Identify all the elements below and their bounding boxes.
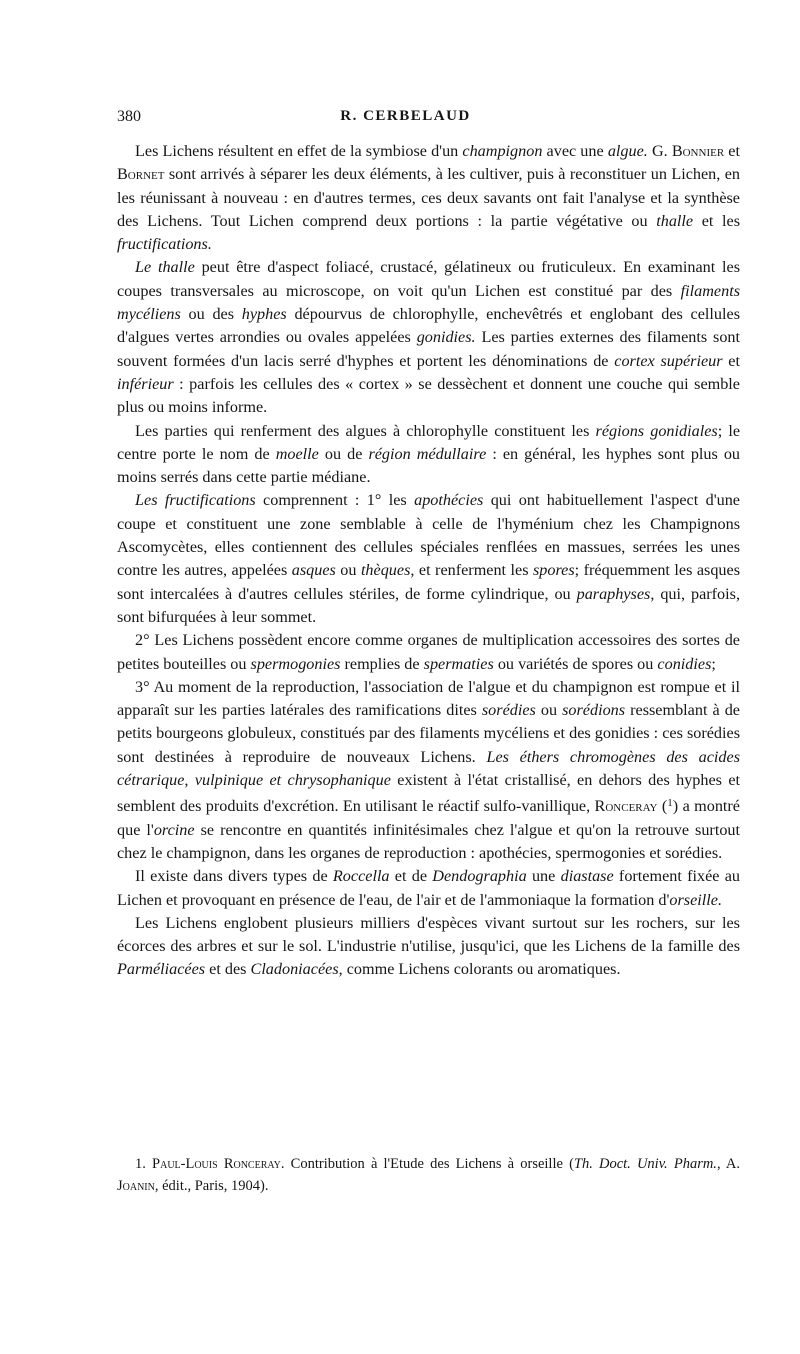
text-span: Les Lichens résultent en effet de la symbiose d'un <box>135 142 463 160</box>
italic-span: thèques <box>360 561 411 580</box>
author-name: Ronceray <box>594 797 658 816</box>
text-span: avec une <box>542 142 608 160</box>
italic-span: sorédions <box>562 701 626 720</box>
text-span: et <box>724 142 740 160</box>
italic-span: conidies <box>657 654 712 673</box>
text-span: comprennent : 1° les <box>255 491 415 510</box>
footnote <box>117 1153 740 1197</box>
text-span: , édit., Paris, 1904). <box>154 1178 269 1194</box>
text-span: et <box>722 351 740 370</box>
text-span: ; <box>711 654 716 673</box>
italic-span: hyphes <box>241 305 287 324</box>
text-span: remplies de <box>340 654 424 673</box>
italic-span: apothécies <box>414 491 484 510</box>
running-header <box>117 108 694 130</box>
italic-span: asques <box>291 561 336 580</box>
footnote-marker: 1 <box>667 797 673 810</box>
italic-span: fructifications. <box>117 235 212 254</box>
italic-span: spores <box>532 561 575 580</box>
body-text <box>117 140 740 982</box>
text-span: ; fréquemment les asques sont intercalées à d'autres cellules stériles, de forme cylindrique, ou <box>117 561 740 603</box>
italic-span: filaments mycéliens <box>117 281 740 324</box>
running-title: R. CERBELAUD <box>340 108 471 124</box>
text-span: et les <box>693 211 740 230</box>
italic-span: champignon <box>462 142 543 160</box>
italic-span: spermaties <box>423 654 494 673</box>
author-name: Bonnier <box>671 142 725 160</box>
paragraph-species <box>117 912 740 982</box>
text-span: 3° Au moment de la reproduction, l'association de l'algue et du champignon est rompue et il apparaît sur les parties latérales des ramifications dites <box>117 677 740 720</box>
paragraph-fructifications <box>117 489 740 629</box>
text-span: Les parties externes des filaments sont souvent formées d'un lacis serré d'hyphes et portent les dénominations de <box>117 328 741 370</box>
text-span: ou <box>335 561 361 580</box>
italic-span: Les fructifications <box>135 491 256 510</box>
text-span: Il existe dans divers types de <box>135 867 333 886</box>
paragraph-gonidial-regions <box>117 420 740 490</box>
text-span: existent à l'état cristallisé, en dehors des hyphes et semblent des produits d'excrétion. En utilisant le réactif sulfo-vanillique, <box>117 771 740 816</box>
text-span: G. <box>647 142 672 160</box>
text-span: fortement fixée au Lichen et provoquant en présence de l'eau, de l'air et de l'ammoniaque la formation d' <box>117 867 741 909</box>
paragraph-spermogonies <box>117 629 740 676</box>
text-span: ou des <box>180 305 242 324</box>
italic-span: algue. <box>607 142 648 160</box>
text-span: : parfois les cellules des « cortex » se dessèchent et donnent une couche qui semble plus ou moins informe. <box>117 374 740 417</box>
text-span: se rencontre en quantités infinitésimales chez l'algue et qu'on la retrouve surtout chez le champignon, dans les organes de reproduction : apothécies, spermogonies et sorédies. <box>117 820 741 862</box>
text-span: ; le centre porte le nom de <box>117 421 741 463</box>
text-span: ou variétés de spores ou <box>493 654 658 673</box>
footnote-text <box>117 1153 740 1197</box>
italic-span: Le thalle <box>135 258 195 277</box>
text-span: , et renferment les <box>410 561 533 580</box>
italic-span: Roccella <box>332 867 390 886</box>
paragraph-diastase <box>117 865 740 912</box>
italic-span: moelle <box>275 444 319 463</box>
text-span: ressemblant à de petits bourgeons globuleux, constitués par des filaments mycéliens et des gonidies : ces sorédies sont destinées à reproduire de nouveaux Lichens. <box>117 701 740 766</box>
author-name: Paul-Louis Ronceray <box>152 1156 281 1172</box>
text-span: : en général, les hyphes sont plus ou moins serrés dans cette partie médiane. <box>117 444 741 487</box>
italic-span: régions gonidiales <box>595 421 718 440</box>
text-span: Les parties qui renferment des algues à chlorophylle constituent les <box>135 421 596 440</box>
italic-span: Cladoniacées <box>250 960 339 979</box>
italic-span: inférieur <box>117 374 174 393</box>
italic-span: orseille. <box>669 890 722 909</box>
italic-span: cortex supérieur <box>614 351 723 370</box>
text-span: dépourvus de chlorophylle, enchevêtrés et englobant des cellules d'algues vertes arrondies ou ovales appelées <box>117 305 740 347</box>
author-name: Bornet <box>117 165 165 184</box>
text-span: et de <box>389 867 433 886</box>
text-span: ou de <box>318 444 369 463</box>
text-span: une <box>526 867 561 886</box>
text-span: 1. <box>135 1156 153 1172</box>
text-span: Les Lichens englobent plusieurs milliers d'espèces vivant surtout sur les rochers, sur les écorces des arbres et sur le sol. L'industrie n'utilise, jusqu'ici, que les Lichens de la famille des <box>117 913 740 956</box>
italic-span: orcine <box>153 820 195 839</box>
author-name: Joanin <box>117 1178 155 1194</box>
italic-span: Dendographia <box>432 867 527 886</box>
text-span: , A. <box>716 1156 741 1172</box>
text-span: . Contribution à l'Etude des Lichens à orseille ( <box>280 1156 574 1172</box>
italic-span: Parméliacées <box>117 960 206 979</box>
italic-span: sorédies <box>481 701 536 720</box>
text-span: , comme Lichens colorants ou aromatiques. <box>338 960 621 979</box>
text-span: ou <box>535 701 563 720</box>
italic-span: paraphyses <box>576 584 651 603</box>
paragraph-symbiosis <box>117 140 740 256</box>
italic-span: région médullaire <box>368 444 487 463</box>
text-span: 2° Les Lichens possèdent encore comme organes de multiplication accessoires des sortes de petites bouteilles ou <box>117 631 740 673</box>
italic-span: Th. Doct. Univ. Pharm. <box>573 1156 717 1172</box>
italic-span: diastase <box>560 867 614 886</box>
paragraph-reproduction <box>117 676 740 865</box>
text-span: ) a montré que l' <box>117 797 740 839</box>
text-span: qui ont habituellement l'aspect d'une coupe et constituent une zone semblable à celle de l'hyménium chez les Champignons Ascomycètes, elles contiennent des cellules spéciales renflées en massues, serrées les unes contre les autres, appelées <box>117 491 740 580</box>
text-span: et des <box>205 960 251 979</box>
text-span: , qui, parfois, sont bifurquées à leur sommet. <box>117 584 740 626</box>
italic-span: spermogonies <box>250 654 341 673</box>
page-number: 380 <box>117 108 141 125</box>
text-span: peut être d'aspect foliacé, crustacé, gélatineux ou fruticuleux. En examinant les coupes transversales au microscope, on voit qu'un Lichen est constitué par des <box>117 258 740 300</box>
text-span: sont arrivés à séparer les deux éléments, à les cultiver, puis à reconstituer un Lichen, en les réunissant à nouveau : en d'autres termes, ces deux savants ont fait l'analyse et la synthèse des Lichens. Tout Lichen comprend deux portions : la partie végétative ou <box>117 165 740 230</box>
italic-span: thalle <box>656 211 694 230</box>
italic-span: gonidies. <box>416 328 476 347</box>
text-span: ( <box>657 797 668 816</box>
italic-span: Les éthers chromogènes des acides cétrarique, vulpinique et chrysophanique <box>117 747 740 790</box>
paragraph-thallus <box>117 256 740 419</box>
